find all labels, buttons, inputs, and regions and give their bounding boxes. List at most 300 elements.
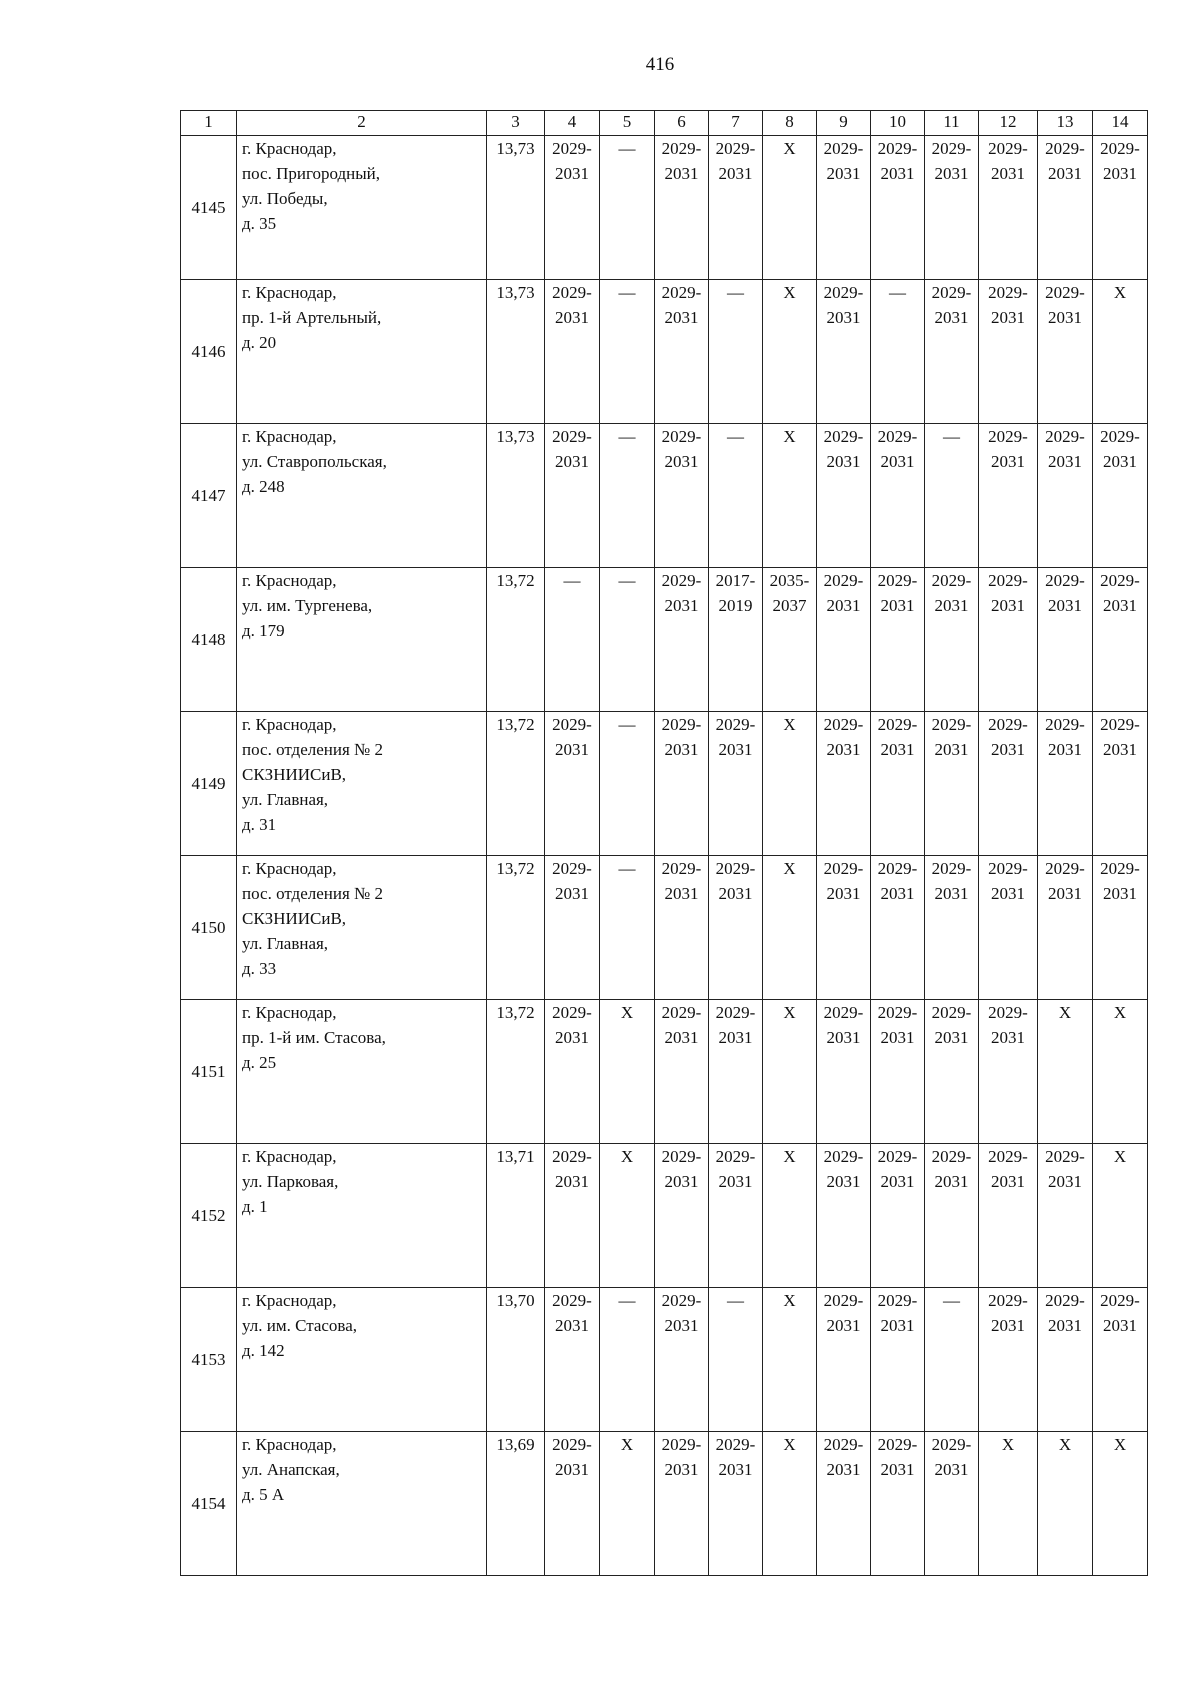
cell-text: 2031	[664, 1172, 699, 1191]
cell-text: 2029-	[931, 1147, 972, 1166]
cell-text: 2031	[1103, 1316, 1137, 1335]
cell-text: 2029-	[715, 859, 756, 878]
cell-text: Х	[783, 859, 796, 878]
cell-text: Х	[783, 427, 796, 446]
period-cell-col10	[871, 1288, 925, 1432]
cell-text: 2031	[934, 164, 969, 183]
period-cell-col11	[925, 280, 979, 424]
table-row	[181, 712, 1148, 856]
row-number: 4152	[181, 1144, 237, 1288]
period-cell-col9	[817, 1432, 871, 1576]
period-cell-col7	[709, 1000, 763, 1144]
cell-text: 2031	[718, 164, 753, 183]
period-cell-col5	[600, 1432, 655, 1576]
cell-text: 2031	[718, 884, 753, 903]
period-cell-col6	[655, 712, 709, 856]
cell-text: 2029-	[552, 1291, 592, 1310]
period-cell-col14	[1093, 424, 1148, 568]
cell-text: Х	[1113, 1435, 1127, 1454]
cell-text: 2029-	[877, 1435, 918, 1454]
cell-text: 2031	[555, 452, 589, 471]
period-cell-col9	[817, 856, 871, 1000]
cell-text: 2031	[880, 1316, 915, 1335]
cell-text: 2031	[1103, 740, 1137, 759]
cell-text: 2029-	[877, 427, 918, 446]
cell-text: 2029-	[931, 283, 972, 302]
cell-text: 2029-	[715, 139, 756, 158]
period-cell-col10	[871, 568, 925, 712]
period-cell-col5	[600, 712, 655, 856]
cell-text: 2029-	[823, 427, 864, 446]
cell-text: 2031	[934, 308, 969, 327]
cell-text: 2031	[664, 1316, 699, 1335]
period-cell-col14	[1093, 280, 1148, 424]
period-cell-col8	[763, 280, 817, 424]
cell-text: 2031	[718, 1172, 753, 1191]
row-number: 4146	[181, 280, 237, 424]
cell-text: 2031	[880, 740, 915, 759]
cell-text: 2031	[991, 884, 1025, 903]
rating-cell: 13,72	[487, 1000, 545, 1144]
rating-cell: 13,71	[487, 1144, 545, 1288]
period-cell-col10	[871, 856, 925, 1000]
address-line: г. Краснодар,	[242, 139, 337, 158]
cell-text: 2029-	[931, 139, 972, 158]
address-cell	[237, 280, 487, 424]
cell-text: Х	[783, 139, 796, 158]
period-cell-col14	[1093, 1432, 1148, 1576]
address-line: СКЗНИИСиВ,	[242, 909, 347, 928]
period-cell-col14	[1093, 712, 1148, 856]
table-row	[181, 280, 1148, 424]
cell-text: 2031	[1048, 1316, 1082, 1335]
cell-text: 2029-	[877, 1291, 918, 1310]
cell-text: 2029-	[988, 1291, 1028, 1310]
cell-text: 2031	[555, 1316, 589, 1335]
cell-text: 2029-	[823, 859, 864, 878]
cell-text: 2029-	[552, 1435, 592, 1454]
header-row	[181, 111, 1148, 136]
address-line: г. Краснодар,	[242, 283, 337, 302]
cell-text: 2029-	[661, 1291, 702, 1310]
table-body	[181, 136, 1148, 1576]
cell-text: 2031	[991, 1316, 1025, 1335]
address-line: пос. отделения № 2	[242, 884, 384, 903]
period-cell-col9	[817, 1288, 871, 1432]
cell-text: 2031	[826, 884, 861, 903]
cell-text: 2031	[880, 1028, 915, 1047]
period-cell-col5	[600, 568, 655, 712]
period-cell-col12	[979, 280, 1038, 424]
cell-text: 2031	[934, 1028, 969, 1047]
cell-text: Х	[1001, 1435, 1015, 1454]
address-line: г. Краснодар,	[242, 715, 337, 734]
period-cell-col8	[763, 568, 817, 712]
period-cell-col13	[1038, 1288, 1093, 1432]
period-cell-col6	[655, 136, 709, 280]
period-cell-col12	[979, 1144, 1038, 1288]
column-header-7: 7	[709, 111, 763, 136]
period-cell-col10	[871, 136, 925, 280]
address-line: д. 25	[242, 1053, 277, 1072]
cell-text: 2031	[1103, 596, 1137, 615]
period-cell-col7	[709, 712, 763, 856]
period-cell-col7	[709, 568, 763, 712]
rating-cell: 13,72	[487, 856, 545, 1000]
cell-text: Х	[620, 1147, 634, 1166]
cell-text: 2029-	[1045, 1147, 1085, 1166]
cell-text: 2031	[826, 1172, 861, 1191]
table-row	[181, 1288, 1148, 1432]
cell-text: 2031	[664, 1460, 699, 1479]
page-number: 416	[645, 54, 675, 75]
address-line: г. Краснодар,	[242, 1291, 337, 1310]
cell-text: 2029-	[823, 571, 864, 590]
period-cell-col10	[871, 1000, 925, 1144]
period-cell-col12	[979, 856, 1038, 1000]
period-cell-col5	[600, 424, 655, 568]
address-line: г. Краснодар,	[242, 1435, 337, 1454]
rating-cell: 13,70	[487, 1288, 545, 1432]
cell-text: 2031	[991, 740, 1025, 759]
cell-text: 2029-	[931, 859, 972, 878]
period-cell-col9	[817, 712, 871, 856]
cell-text: 2031	[718, 740, 753, 759]
cell-text: Х	[783, 283, 796, 302]
row-number: 4150	[181, 856, 237, 1000]
period-cell-col13	[1038, 568, 1093, 712]
address-line: ул. им. Тургенева,	[242, 596, 373, 615]
cell-text: 2029-	[1045, 139, 1085, 158]
period-cell-col13	[1038, 424, 1093, 568]
period-cell-col6	[655, 424, 709, 568]
cell-text: 2031	[991, 1172, 1025, 1191]
period-cell-col4	[545, 856, 600, 1000]
cell-text: 2029-	[661, 1003, 702, 1022]
cell-text: 2029-	[877, 139, 918, 158]
period-cell-col14	[1093, 1000, 1148, 1144]
address-line: г. Краснодар,	[242, 1003, 337, 1022]
cell-text: 2029-	[552, 715, 592, 734]
period-cell-col7	[709, 136, 763, 280]
cell-text: 2029-	[823, 715, 864, 734]
period-cell-col10	[871, 280, 925, 424]
address-cell	[237, 1288, 487, 1432]
period-cell-col4	[545, 136, 600, 280]
column-header-14: 14	[1093, 111, 1148, 136]
period-cell-col7	[709, 424, 763, 568]
cell-text: —	[618, 715, 636, 734]
cell-text: —	[727, 1291, 744, 1310]
cell-text: 2029-	[877, 715, 918, 734]
cell-text: 2031	[826, 1460, 861, 1479]
cell-text: 2031	[1048, 308, 1082, 327]
cell-text: —	[943, 427, 960, 446]
period-cell-col9	[817, 1144, 871, 1288]
cell-text: 2031	[880, 164, 915, 183]
cell-text: Х	[783, 1291, 796, 1310]
period-cell-col6	[655, 280, 709, 424]
address-line: СКЗНИИСиВ,	[242, 765, 347, 784]
cell-text: 2031	[664, 740, 699, 759]
address-line: д. 31	[242, 815, 277, 834]
cell-text: 2031	[991, 308, 1025, 327]
cell-text: —	[618, 859, 636, 878]
address-line: д. 5 А	[242, 1485, 285, 1504]
period-cell-col14	[1093, 1288, 1148, 1432]
cell-text: 2031	[880, 596, 915, 615]
period-cell-col8	[763, 712, 817, 856]
period-cell-col6	[655, 568, 709, 712]
cell-text: Х	[783, 715, 796, 734]
cell-text: 2029-	[988, 571, 1028, 590]
cell-text: 2029-	[661, 139, 702, 158]
cell-text: 2029-	[552, 427, 592, 446]
cell-text: —	[618, 283, 636, 302]
address-line: ул. им. Стасова,	[242, 1316, 358, 1335]
cell-text: 2031	[826, 1028, 861, 1047]
address-cell	[237, 1432, 487, 1576]
cell-text: 2029-	[823, 283, 864, 302]
cell-text: 2029-	[661, 1147, 702, 1166]
cell-text: 2029-	[931, 1003, 972, 1022]
cell-text: 2035-	[769, 571, 810, 590]
row-number: 4153	[181, 1288, 237, 1432]
cell-text: 2017-	[715, 571, 756, 590]
period-cell-col13	[1038, 1000, 1093, 1144]
cell-text: 2031	[1048, 1172, 1082, 1191]
period-cell-col14	[1093, 856, 1148, 1000]
cell-text: 2031	[826, 596, 861, 615]
address-cell	[237, 568, 487, 712]
register-table	[180, 110, 1148, 1576]
period-cell-col14	[1093, 136, 1148, 280]
column-header-1: 1	[181, 111, 237, 136]
cell-text: Х	[783, 1003, 796, 1022]
cell-text: 2031	[991, 452, 1025, 471]
cell-text: Х	[620, 1435, 634, 1454]
cell-text: 2031	[718, 1028, 753, 1047]
cell-text: Х	[620, 1003, 634, 1022]
cell-text: Х	[1113, 1003, 1127, 1022]
period-cell-col13	[1038, 136, 1093, 280]
period-cell-col12	[979, 712, 1038, 856]
cell-text: 2029-	[823, 1435, 864, 1454]
period-cell-col12	[979, 568, 1038, 712]
cell-text: 2029-	[988, 715, 1028, 734]
cell-text: 2031	[555, 1460, 589, 1479]
address-line: д. 33	[242, 959, 277, 978]
period-cell-col5	[600, 136, 655, 280]
period-cell-col5	[600, 1288, 655, 1432]
cell-text: 2031	[1103, 452, 1137, 471]
period-cell-col13	[1038, 856, 1093, 1000]
cell-text: 2029-	[715, 1147, 756, 1166]
cell-text: 2031	[934, 1460, 969, 1479]
cell-text: 2029-	[1100, 1291, 1140, 1310]
row-number: 4149	[181, 712, 237, 856]
address-line: ул. Ставропольская,	[242, 452, 387, 471]
period-cell-col7	[709, 1432, 763, 1576]
address-line: г. Краснодар,	[242, 1147, 337, 1166]
row-number: 4154	[181, 1432, 237, 1576]
cell-text: 2029-	[931, 1435, 972, 1454]
cell-text: 2029-	[988, 859, 1028, 878]
column-header-9: 9	[817, 111, 871, 136]
table-row	[181, 1432, 1148, 1576]
cell-text: Х	[1113, 283, 1127, 302]
column-header-11: 11	[925, 111, 979, 136]
column-header-3: 3	[487, 111, 545, 136]
period-cell-col4	[545, 568, 600, 712]
cell-text: —	[727, 283, 744, 302]
cell-text: 2029-	[1045, 1291, 1085, 1310]
cell-text: 2029-	[552, 139, 592, 158]
period-cell-col14	[1093, 1144, 1148, 1288]
period-cell-col11	[925, 136, 979, 280]
cell-text: 2029-	[661, 1435, 702, 1454]
address-line: ул. Победы,	[242, 189, 328, 208]
period-cell-col8	[763, 424, 817, 568]
cell-text: 2031	[718, 1460, 753, 1479]
table-row	[181, 1000, 1148, 1144]
period-cell-col4	[545, 1144, 600, 1288]
period-cell-col5	[600, 1144, 655, 1288]
period-cell-col11	[925, 1144, 979, 1288]
cell-text: 2031	[991, 596, 1025, 615]
cell-text: 2029-	[877, 571, 918, 590]
period-cell-col10	[871, 712, 925, 856]
cell-text: 2029-	[661, 715, 702, 734]
cell-text: 2029-	[1045, 571, 1085, 590]
cell-text: 2029-	[552, 283, 592, 302]
cell-text: 2031	[555, 308, 589, 327]
period-cell-col10	[871, 1432, 925, 1576]
period-cell-col6	[655, 1144, 709, 1288]
cell-text: 2031	[880, 1172, 915, 1191]
period-cell-col11	[925, 568, 979, 712]
period-cell-col4	[545, 712, 600, 856]
period-cell-col12	[979, 1432, 1038, 1576]
period-cell-col12	[979, 1288, 1038, 1432]
cell-text: —	[563, 571, 581, 590]
address-line: ул. Главная,	[242, 934, 329, 953]
period-cell-col4	[545, 1432, 600, 1576]
cell-text: 2031	[826, 308, 861, 327]
address-cell	[237, 136, 487, 280]
cell-text: 2031	[826, 164, 861, 183]
cell-text: 2031	[555, 884, 589, 903]
period-cell-col4	[545, 1288, 600, 1432]
period-cell-col6	[655, 1432, 709, 1576]
cell-text: Х	[1058, 1003, 1072, 1022]
period-cell-col8	[763, 1000, 817, 1144]
period-cell-col12	[979, 1000, 1038, 1144]
address-line: д. 20	[242, 333, 277, 352]
address-line: пос. отделения № 2	[242, 740, 384, 759]
cell-text: 2029-	[552, 859, 592, 878]
cell-text: 2029-	[877, 859, 918, 878]
column-header-6: 6	[655, 111, 709, 136]
cell-text: 2031	[664, 164, 699, 183]
period-cell-col4	[545, 280, 600, 424]
period-cell-col5	[600, 280, 655, 424]
address-cell	[237, 856, 487, 1000]
cell-text: 2029-	[877, 1003, 918, 1022]
column-header-13: 13	[1038, 111, 1093, 136]
period-cell-col9	[817, 280, 871, 424]
address-line: д. 1	[242, 1197, 268, 1216]
cell-text: 2031	[934, 740, 969, 759]
address-cell	[237, 1000, 487, 1144]
cell-text: 2029-	[661, 859, 702, 878]
period-cell-col13	[1038, 712, 1093, 856]
cell-text: 2031	[555, 164, 589, 183]
cell-text: —	[618, 427, 636, 446]
period-cell-col5	[600, 856, 655, 1000]
cell-text: 2029-	[988, 139, 1028, 158]
cell-text: —	[618, 1291, 636, 1310]
period-cell-col6	[655, 1288, 709, 1432]
cell-text: 2031	[934, 596, 969, 615]
address-line: г. Краснодар,	[242, 859, 337, 878]
cell-text: 2029-	[715, 1003, 756, 1022]
period-cell-col8	[763, 1288, 817, 1432]
address-line: г. Краснодар,	[242, 427, 337, 446]
cell-text: 2029-	[1045, 283, 1085, 302]
address-line: г. Краснодар,	[242, 571, 337, 590]
cell-text: 2029-	[1045, 859, 1085, 878]
cell-text: 2031	[934, 1172, 969, 1191]
rating-cell: 13,73	[487, 424, 545, 568]
cell-text: 2029-	[1100, 859, 1140, 878]
cell-text: 2029-	[661, 427, 702, 446]
address-line: д. 35	[242, 214, 277, 233]
row-number: 4145	[181, 136, 237, 280]
period-cell-col11	[925, 1000, 979, 1144]
column-header-12: 12	[979, 111, 1038, 136]
cell-text: 2031	[555, 740, 589, 759]
cell-text: 2029-	[931, 571, 972, 590]
column-header-8: 8	[763, 111, 817, 136]
period-cell-col11	[925, 424, 979, 568]
cell-text: Х	[1058, 1435, 1072, 1454]
period-cell-col14	[1093, 568, 1148, 712]
cell-text: 2029-	[1100, 139, 1140, 158]
cell-text: 2031	[1048, 740, 1082, 759]
table-row	[181, 1144, 1148, 1288]
cell-text: 2029-	[715, 1435, 756, 1454]
period-cell-col7	[709, 856, 763, 1000]
address-cell	[237, 424, 487, 568]
cell-text: 2031	[826, 452, 861, 471]
cell-text: —	[727, 427, 744, 446]
period-cell-col4	[545, 424, 600, 568]
address-line: ул. Анапская,	[242, 1460, 340, 1479]
cell-text: 2029-	[988, 1003, 1028, 1022]
period-cell-col6	[655, 1000, 709, 1144]
address-line: ул. Парковая,	[242, 1172, 339, 1191]
address-cell	[237, 712, 487, 856]
address-line: пр. 1-й Артельный,	[242, 308, 382, 327]
period-cell-col13	[1038, 280, 1093, 424]
period-cell-col5	[600, 1000, 655, 1144]
cell-text: 2029-	[1045, 715, 1085, 734]
address-line: пр. 1-й им. Стасова,	[242, 1028, 386, 1047]
cell-text: 2031	[880, 1460, 915, 1479]
cell-text: —	[618, 139, 636, 158]
period-cell-col6	[655, 856, 709, 1000]
